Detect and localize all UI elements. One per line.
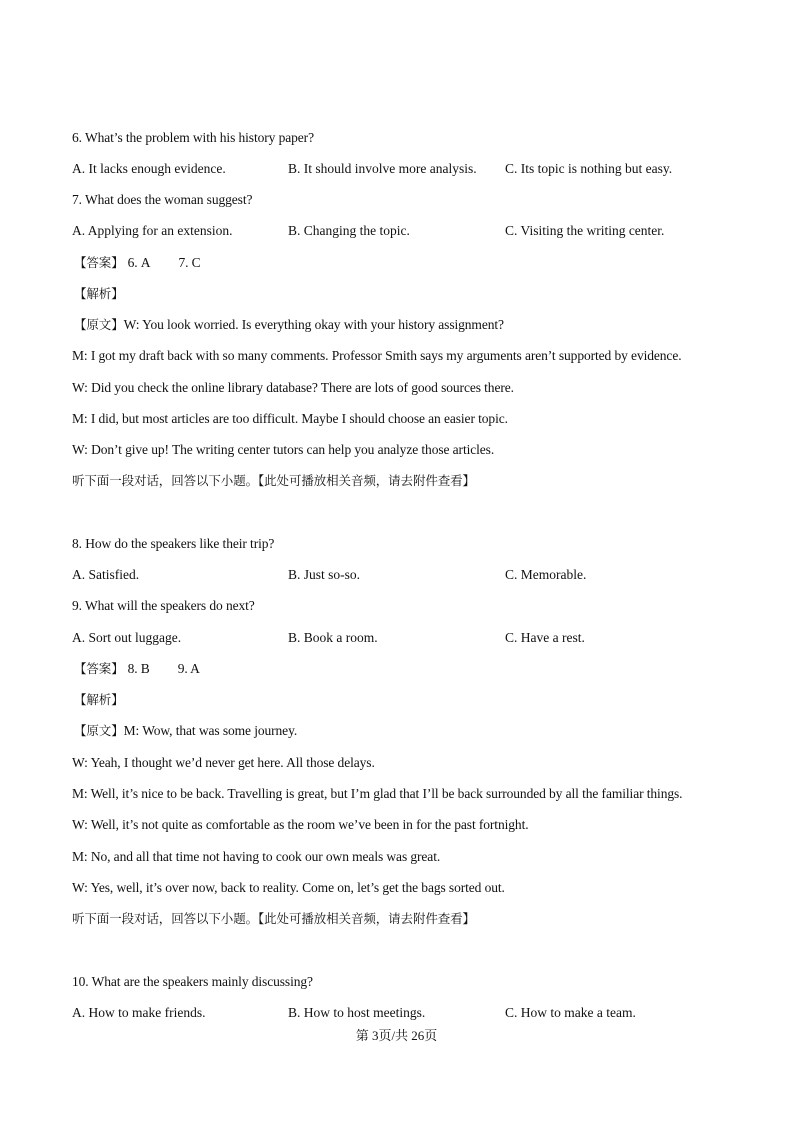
answer-tag: 【答案】	[74, 661, 124, 676]
analysis-tag: 【解析】	[74, 692, 124, 707]
option-b: B. How to host meetings.	[288, 1005, 426, 1020]
original-tag: 【原文】	[74, 317, 124, 332]
option-c: C. Memorable.	[505, 567, 587, 582]
question-8: 8. How do the speakers like their trip?	[72, 536, 275, 551]
option-b: B. Book a room.	[288, 630, 378, 645]
transcript-line	[74, 722, 297, 740]
analysis-tag: 【解析】	[74, 286, 124, 301]
question-10-options	[72, 1004, 732, 1022]
answer-value: 7. C	[178, 255, 201, 270]
original-tag: 【原文】	[74, 723, 124, 738]
option-a: A. Satisfied.	[72, 567, 140, 582]
option-c: C. Its topic is nothing but easy.	[505, 161, 673, 176]
option-c: C. Have a rest.	[505, 630, 585, 645]
answer-tag: 【答案】	[74, 255, 124, 270]
transcript-line: W: Yeah, I thought we’d never get here. All those delays.	[72, 755, 375, 770]
answer-value: 9. A	[177, 661, 200, 676]
question-9: 9. What will the speakers do next?	[72, 598, 255, 613]
transcript-line: M: I got my draft back with so many comments. Professor Smith says my arguments aren’t supported by evidence.	[72, 348, 682, 363]
option-a: A. Sort out luggage.	[72, 630, 182, 645]
answer-value: 8. B	[127, 661, 150, 676]
question-6: 6. What’s the problem with his history paper?	[72, 130, 314, 145]
question-7-options	[72, 222, 732, 240]
option-b: B. Just so-so.	[288, 567, 361, 582]
question-10: 10. What are the speakers mainly discussing?	[72, 974, 313, 989]
question-6-options	[72, 160, 732, 178]
question-9-options	[72, 629, 732, 647]
option-a: A. It lacks enough evidence.	[72, 161, 226, 176]
question-8-options	[72, 566, 732, 584]
option-b: B. Changing the topic.	[288, 223, 410, 238]
question-7: 7. What does the woman suggest?	[72, 192, 253, 207]
transcript-text: M: Wow, that was some journey.	[123, 723, 298, 738]
transcript-line: W: Yes, well, it’s over now, back to reality. Come on, let’s get the bags sorted out.	[72, 880, 505, 895]
option-c: C. How to make a team.	[505, 1005, 636, 1020]
transcript-line: W: Don’t give up! The writing center tutors can help you analyze those articles.	[72, 442, 495, 457]
transcript-line	[74, 316, 504, 334]
answer-line	[74, 254, 201, 272]
audio-instruction: 听下面一段对话，回答以下小题。【此处可播放相关音频，请去附件查看】	[72, 911, 475, 926]
page-number-footer: 第 3页/共 26页	[355, 1028, 438, 1043]
transcript-line: M: I did, but most articles are too difficult. Maybe I should choose an easier topic.	[72, 411, 508, 426]
answer-value: 6. A	[127, 255, 151, 270]
transcript-line: M: Well, it’s nice to be back. Travelling is great, but I’m glad that I’ll be back surrounded by all the familiar things.	[72, 786, 683, 801]
option-c: C. Visiting the writing center.	[505, 223, 665, 238]
audio-instruction: 听下面一段对话，回答以下小题。【此处可播放相关音频，请去附件查看】	[72, 473, 475, 488]
transcript-line: M: No, and all that time not having to cook our own meals was great.	[72, 849, 441, 864]
transcript-text: W: You look worried. Is everything okay with your history assignment?	[123, 317, 504, 332]
answer-line	[74, 660, 200, 678]
option-a: A. Applying for an extension.	[72, 223, 233, 238]
option-a: A. How to make friends.	[72, 1005, 206, 1020]
option-b: B. It should involve more analysis.	[288, 161, 477, 176]
transcript-line: W: Well, it’s not quite as comfortable as the room we’ve been in for the past fortnight.	[72, 817, 529, 832]
transcript-line: W: Did you check the online library database? There are lots of good sources there.	[72, 380, 514, 395]
